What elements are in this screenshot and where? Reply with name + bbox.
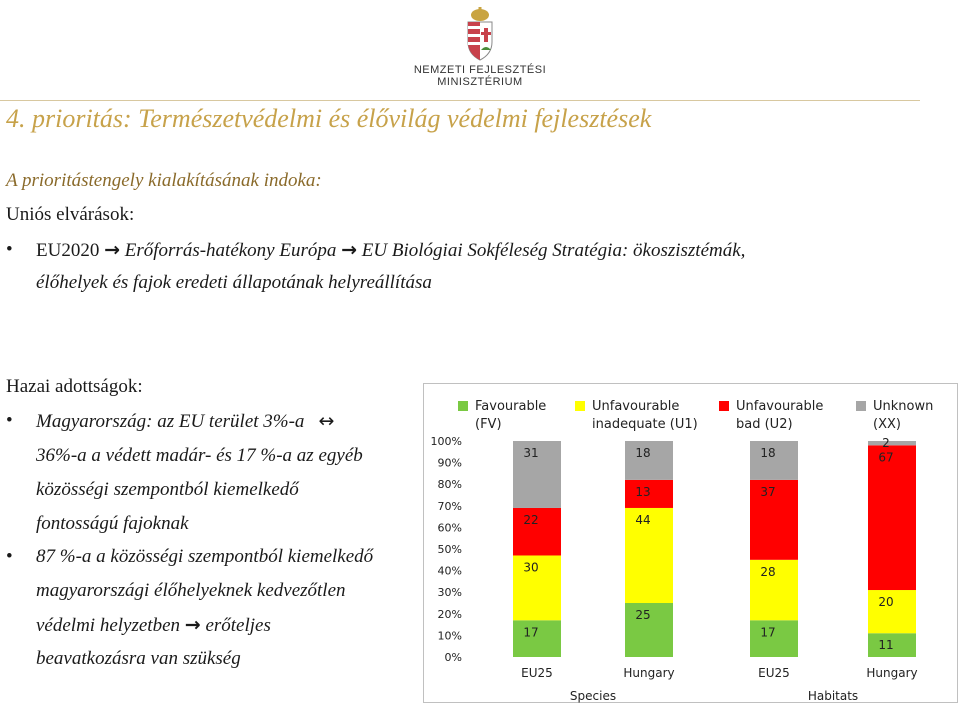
data-label: 20 xyxy=(878,595,894,610)
bullet-habitats-l4: beavatkozásra van szükség xyxy=(36,648,241,669)
bar-segment xyxy=(868,445,916,590)
section-heading-domestic: Hazai adottságok: xyxy=(6,376,143,397)
legend-swatch-2 xyxy=(575,401,585,411)
y-tick-label: 60% xyxy=(437,521,462,535)
bullet-hungary-l3: közösségi szempontból kiemelkedő xyxy=(36,479,299,500)
data-label: 22 xyxy=(523,512,539,527)
double-arrow-icon: ↔ xyxy=(318,410,335,432)
conservation-status-chart xyxy=(423,383,958,703)
y-tick-label: 90% xyxy=(437,456,462,470)
ministry-name-line1: NEMZETI FEJLESZTÉSI xyxy=(413,64,547,76)
data-label: 28 xyxy=(760,564,776,579)
y-tick-label: 30% xyxy=(437,586,462,600)
y-tick-label: 10% xyxy=(437,629,462,643)
y-tick-label: 50% xyxy=(437,543,462,556)
y-tick-label: 100% xyxy=(430,435,462,448)
data-label: 11 xyxy=(878,638,894,653)
data-label: 18 xyxy=(635,446,651,460)
bullet-dot: • xyxy=(6,410,13,431)
ministry-name-line2: MINISZTÉRIUM xyxy=(437,76,523,88)
x-category-label: EU25 xyxy=(758,666,790,680)
bullet-text: EU2020 → Erőforrás-hatékony Európa → EU Biológiai Sokféleség Stratégia: ökoszisztémák, xyxy=(36,239,746,261)
page-title: 4. prioritás: Természetvédelmi és élővilág védelmi fejlesztések xyxy=(6,104,652,133)
y-tick-label: 40% xyxy=(437,564,462,578)
ministry-logo xyxy=(405,6,555,88)
data-label: 30 xyxy=(523,560,539,575)
y-tick-label: 20% xyxy=(437,607,462,621)
bullet-habitats-l3: védelmi helyzetben → erőteljes xyxy=(36,614,271,636)
data-label: 2 xyxy=(882,436,890,451)
arrow-right-icon: → xyxy=(341,239,358,261)
legend-label-3-line2: bad (U2) xyxy=(736,417,793,432)
bullet-habitats-l2: magyarországi élőhelyeknek kedvezőtlen xyxy=(36,580,346,601)
legend-label-2-line2: inadequate (U1) xyxy=(592,417,698,432)
section-heading-eu: Uniós elvárások: xyxy=(6,204,135,225)
bullet-habitats-l1: 87 %-a a közösségi szempontból kiemelkedő xyxy=(36,546,374,567)
legend-label-1: Favourable xyxy=(475,399,547,414)
data-label: 18 xyxy=(760,446,776,460)
x-category-label: EU25 xyxy=(521,666,553,680)
bullet-hungary-l1: Magyarország: az EU terület 3%-a ↔ xyxy=(36,410,335,432)
y-tick-label: 70% xyxy=(437,499,462,513)
legend-swatch-1 xyxy=(458,401,468,411)
chart-svg xyxy=(423,383,958,703)
x-category-label: Hungary xyxy=(866,666,918,680)
arrow-right-icon: → xyxy=(184,614,201,636)
data-label: 67 xyxy=(878,450,894,465)
data-label: 13 xyxy=(635,484,651,499)
bar-segment xyxy=(868,441,916,445)
data-label: 17 xyxy=(523,625,539,640)
data-label: 37 xyxy=(760,484,776,499)
y-tick-label: 80% xyxy=(437,478,462,492)
y-tick-label: 0% xyxy=(444,651,462,664)
data-label: 25 xyxy=(635,608,651,622)
subtitle: A prioritástengely kialakításának indoka: xyxy=(6,170,322,191)
coat-of-arms-icon xyxy=(460,6,500,62)
legend-label-3: Unfavourable xyxy=(736,399,824,414)
bullet-dot: • xyxy=(6,546,13,567)
legend-swatch-4 xyxy=(856,401,866,411)
bullet-dot: • xyxy=(6,239,13,260)
bullet-hungary-l2: 36%-a a védett madár- és 17 %-a az egyéb xyxy=(36,445,363,466)
legend-swatch-3 xyxy=(719,401,729,411)
data-label: 31 xyxy=(523,446,539,460)
header-divider xyxy=(0,100,920,101)
arrow-right-icon: → xyxy=(104,239,120,261)
legend-label-4-line2: (XX) xyxy=(873,417,901,432)
legend-label-2: Unfavourable xyxy=(592,399,680,414)
data-label: 17 xyxy=(760,625,776,640)
data-label: 44 xyxy=(635,512,651,527)
x-group-label: Habitats xyxy=(807,689,859,703)
legend-label-4: Unknown xyxy=(873,399,934,414)
bullet-hungary-l4: fontosságú fajoknak xyxy=(36,513,189,534)
x-category-label: Hungary xyxy=(623,666,675,680)
x-group-label: Species xyxy=(569,689,617,703)
legend-label-1-line2: (FV) xyxy=(475,417,502,432)
bullet-eu2020-cont: élőhelyek és fajok eredeti állapotának helyreállítása xyxy=(36,272,432,293)
